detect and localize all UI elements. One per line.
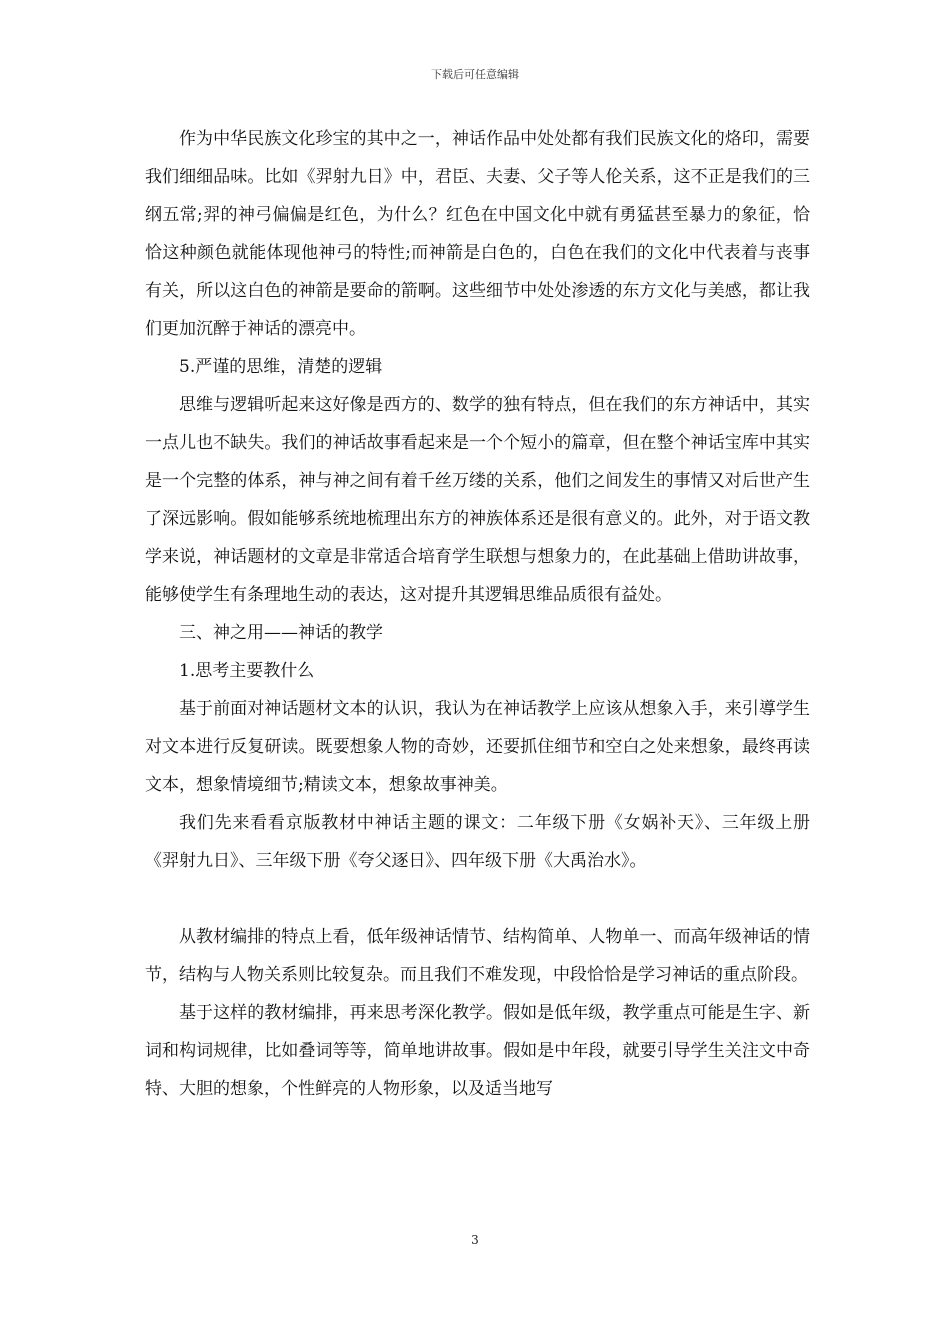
paragraph: 基于这样的教材编排，再来思考深化教学。假如是低年级，教学重点可能是生字、新词和构词规律，比如叠词等等，简单地讲故事。假如是中年段，就要引导学生关注文中奇特、大胆的想象，个性鲜亮的人物形象，以及适当地写 [145, 1003, 810, 1099]
section-heading: 5.严谨的思维，清楚的逻辑 [179, 357, 383, 377]
paragraph: 我们先来看看京版教材中神话主题的课文：二年级下册《女娲补天》、三年级上册《羿射九日》、三年级下册《夸父逐日》、四年级下册《大禹治水》。 [145, 813, 810, 871]
paragraph: 从教材编排的特点上看，低年级神话情节、结构简单、人物单一、而高年级神话的情节，结构与人物关系则比较复杂。而且我们不难发现，中段恰恰是学习神话的重点阶段。 [145, 927, 810, 985]
paragraph: 思维与逻辑听起来这好像是西方的、数学的独有特点，但在我们的东方神话中，其实一点儿也不缺失。我们的神话故事看起来是一个个短小的篇章，但在整个神话宝库中其实是一个完整的体系，神与神之间有着千丝万缕的关系，他们之间发生的事情又对后世产生了深远影响。假如能够系统地梳理出东方的神族体系还是很有意义的。此外，对于语文教学来说，神话题材的文章是非常适合培育学生联想与想象力的，在此基础上借助讲故事，能够使学生有条理地生动的表达，这对提升其逻辑思维品质很有益处。 [145, 395, 810, 605]
paragraph: 作为中华民族文化珍宝的其中之一，神话作品中处处都有我们民族文化的烙印，需要我们细细品味。比如《羿射九日》中，君臣、夫妻、父子等人伦关系，这不正是我们的三纲五常;羿的神弓偏偏是红色，为什么？红色在中国文化中就有勇猛甚至暴力的象征，恰恰这种颜色就能体现他神弓的特性;而神箭是白色的，白色在我们的文化中代表着与丧事有关，所以这白色的神箭是要命的箭啊。这些细节中处处渗透的东方文化与美感，都让我们更加沉醉于神话的漂亮中。 [145, 129, 810, 339]
section-heading: 1.思考主要教什么 [179, 661, 315, 681]
paragraph: 基于前面对神话题材文本的认识，我认为在神话教学上应该从想象入手，来引導学生对文本进行反复研读。既要想象人物的奇妙，还要抓住细节和空白之处来想象，最终再读文本，想象情境细节;精读文本，想象故事神美。 [145, 699, 810, 795]
section-heading: 三、神之用——神话的教学 [179, 623, 383, 643]
blank-line [145, 880, 810, 918]
page-header: 下载后可任意编辑 [431, 68, 519, 81]
document-body [145, 120, 810, 1108]
page-number: 3 [471, 1233, 479, 1247]
